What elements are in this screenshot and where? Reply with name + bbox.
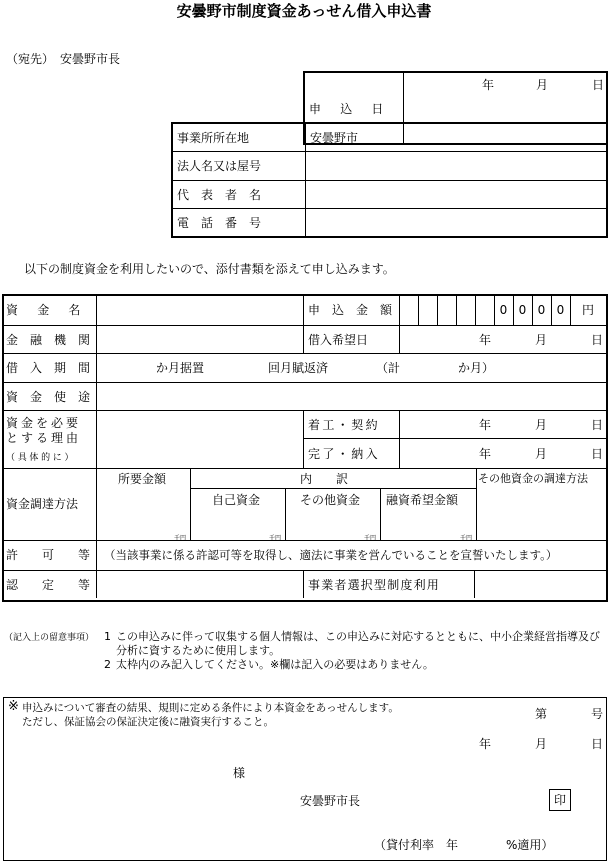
- mayor-label: 安曇野市長: [300, 794, 361, 808]
- procure-label: 資金調達方法: [6, 497, 79, 511]
- loan-amount-label: 融資希望金額: [386, 493, 459, 507]
- office-mark: ※: [8, 699, 19, 714]
- page-title: 安曇野市制度資金あっせん借入申込書: [176, 2, 432, 20]
- reason-label-1: 資金を必要: [6, 416, 82, 430]
- finish-label: 完了・納入: [308, 447, 381, 461]
- rate-text: （貸付利率 年 %適用）: [374, 838, 554, 852]
- selection-label: 事業者選択型制度利用: [308, 578, 441, 592]
- rep-label: 代 表 者 名: [172, 180, 306, 209]
- office-field[interactable]: 安曇野市: [310, 131, 359, 145]
- office-line-1: 申込みについて審査の結果、規則に定める条件により本資金をあっせんします。: [22, 702, 399, 714]
- application-date-label: 申 込 日: [304, 72, 404, 144]
- seal-mark: 印: [549, 789, 571, 811]
- amount-digit-6[interactable]: 0: [518, 303, 527, 317]
- permit-text: （当該事業に係る許認可等を取得し、適法に事業を営んでいることを宣誓いたします。）: [104, 548, 558, 562]
- own-funds-label: 自己資金: [212, 493, 261, 507]
- applicant-box: [171, 122, 608, 238]
- reason-label-3: （具体的に）: [6, 453, 77, 463]
- amount-digit-5[interactable]: 0: [499, 303, 508, 317]
- name-field[interactable]: [306, 152, 608, 181]
- office-label: 事業所所在地: [172, 123, 306, 152]
- bank-label: 金 融 機 関: [6, 333, 91, 347]
- notes-label: （記入上の留意事項）: [4, 633, 95, 643]
- amount-digit-8[interactable]: 0: [556, 303, 565, 317]
- grace-label: か月据置: [156, 361, 205, 375]
- name-label: 法人名又は屋号: [172, 152, 306, 181]
- other-funds-label: その他資金: [300, 493, 361, 507]
- period-label: 借 入 期 間: [6, 361, 91, 375]
- yen-label: 円: [582, 303, 595, 317]
- amount-digit-7[interactable]: 0: [537, 303, 546, 317]
- loan-date-label: 借入希望日: [308, 333, 369, 347]
- note-1a: この申込みに伴って収集する個人情報は、この申込みに対応するとともに、中小企業経営指導及び: [116, 630, 600, 643]
- note-1b: 分析に資するために使用します。: [116, 644, 281, 657]
- tel-label: 電 話 番 号: [172, 209, 306, 238]
- permit-label: 許 可 等: [6, 548, 91, 562]
- fund-name-label: 資 金 名: [6, 303, 85, 317]
- sama-label: 様: [233, 766, 246, 780]
- tel-field[interactable]: [306, 209, 608, 238]
- reason-label-2: とする理由: [6, 431, 82, 445]
- repay-label: 回月賦返済: [268, 361, 329, 375]
- amount-label: 申 込 金 額: [308, 303, 393, 317]
- total-close: か月）: [458, 361, 495, 375]
- breakdown-label: 内 訳: [300, 472, 349, 486]
- start-label: 着工・契約: [308, 418, 381, 432]
- intro-text: 以下の制度資金を利用したいので、添付書類を添えて申し込みます。: [24, 262, 395, 276]
- rep-field[interactable]: [306, 180, 608, 209]
- other-method-label: その他資金の調達方法: [478, 472, 588, 485]
- required-label: 所要金額: [118, 472, 167, 486]
- note-2: 太枠内のみ記入してください。※欄は記入の必要はありません。: [116, 658, 434, 671]
- use-label: 資 金 使 途: [6, 390, 91, 404]
- application-date-field[interactable]: 年 月 日: [482, 78, 605, 92]
- addressee: （宛先） 安曇野市長: [6, 52, 121, 66]
- total-open: （計: [376, 361, 401, 375]
- office-line-2: ただし、保証協会の保証決定後に融資実行すること。: [22, 716, 274, 728]
- cert-label: 認 定 等: [6, 578, 91, 592]
